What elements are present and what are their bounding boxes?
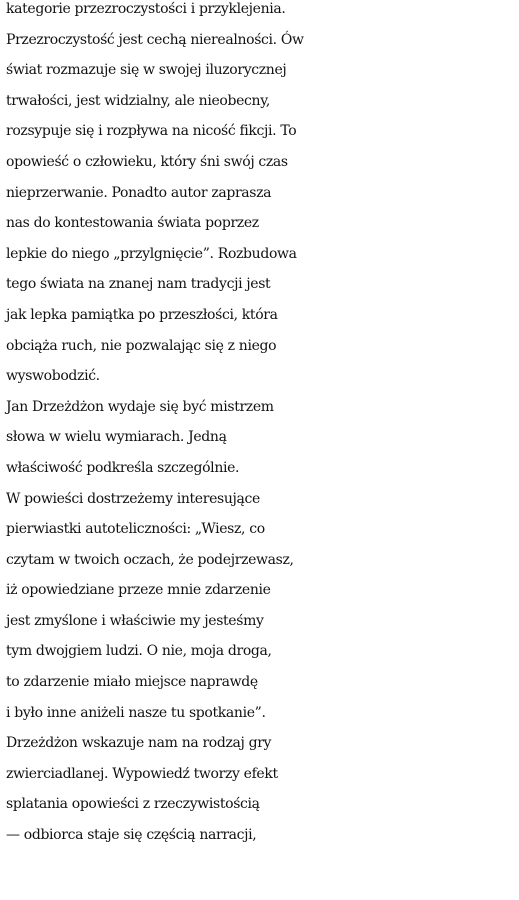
text-line: Drzeżdżon wskazuje nam na rodzaj gry [6, 735, 272, 752]
text-line: tym dwojgiem ludzi. O nie, moja droga, [6, 643, 272, 660]
text-line: nas do kontestowania świata poprzez [6, 215, 259, 232]
text-line: iż opowiedziane przeze mnie zdarzenie [6, 582, 271, 599]
text-line: lepkie do niego „przylgnięcie”. Rozbudowa [6, 245, 297, 262]
text-line: jak lepka pamiątka po przeszłości, która [6, 306, 278, 323]
text-line: to zdarzenie miało miejsce naprawdę [6, 674, 258, 691]
text-line: i było inne aniżeli nasze tu spotkanie”. [6, 704, 266, 721]
text-line: czytam w twoich oczach, że podejrzewasz, [6, 551, 294, 568]
text-line: zwierciadlanej. Wypowiedź tworzy efekt [6, 765, 278, 782]
text-line: splatania opowieści z rzeczywistością [6, 796, 260, 813]
text-line: nieprzerwanie. Ponadto autor zaprasza [6, 184, 272, 201]
text-line: wyswobodzić. [6, 368, 100, 385]
text-line: kategorie przezroczystości i przyklejenia. [6, 1, 286, 17]
text-line: W powieści dostrzeżemy interesujące [6, 490, 260, 507]
text-line: obciąża ruch, nie pozwalając się z niego [6, 337, 277, 354]
text-line: świat rozmazuje się w swojej iluzorycznej [6, 62, 287, 79]
text-line: trwałości, jest widzialny, ale nieobecny, [6, 92, 270, 109]
article-body [6, 0, 519, 851]
text-line: Przezroczystość jest cechą nierealności. Ów [6, 31, 304, 48]
text-line: rozsypuje się i rozpływa na nicość fikcji. To [6, 123, 297, 140]
text-line: jest zmyślone i właściwie my jesteśmy [6, 612, 264, 629]
text-line: Jan Drzeżdżon wydaje się być mistrzem [6, 398, 274, 415]
text-line: tego świata na znanej nam tradycji jest [6, 276, 271, 293]
text-line: opowieść o człowieku, który śni swój czas [6, 153, 288, 170]
text-line: słowa w wielu wymiarach. Jedną [6, 429, 227, 446]
text-line: właściwość podkreśla szczególnie. [6, 459, 240, 476]
text-line: pierwiastki autoteliczności: „Wiesz, co [6, 521, 265, 538]
text-line: — odbiorca staje się częścią narracji, [6, 827, 257, 844]
